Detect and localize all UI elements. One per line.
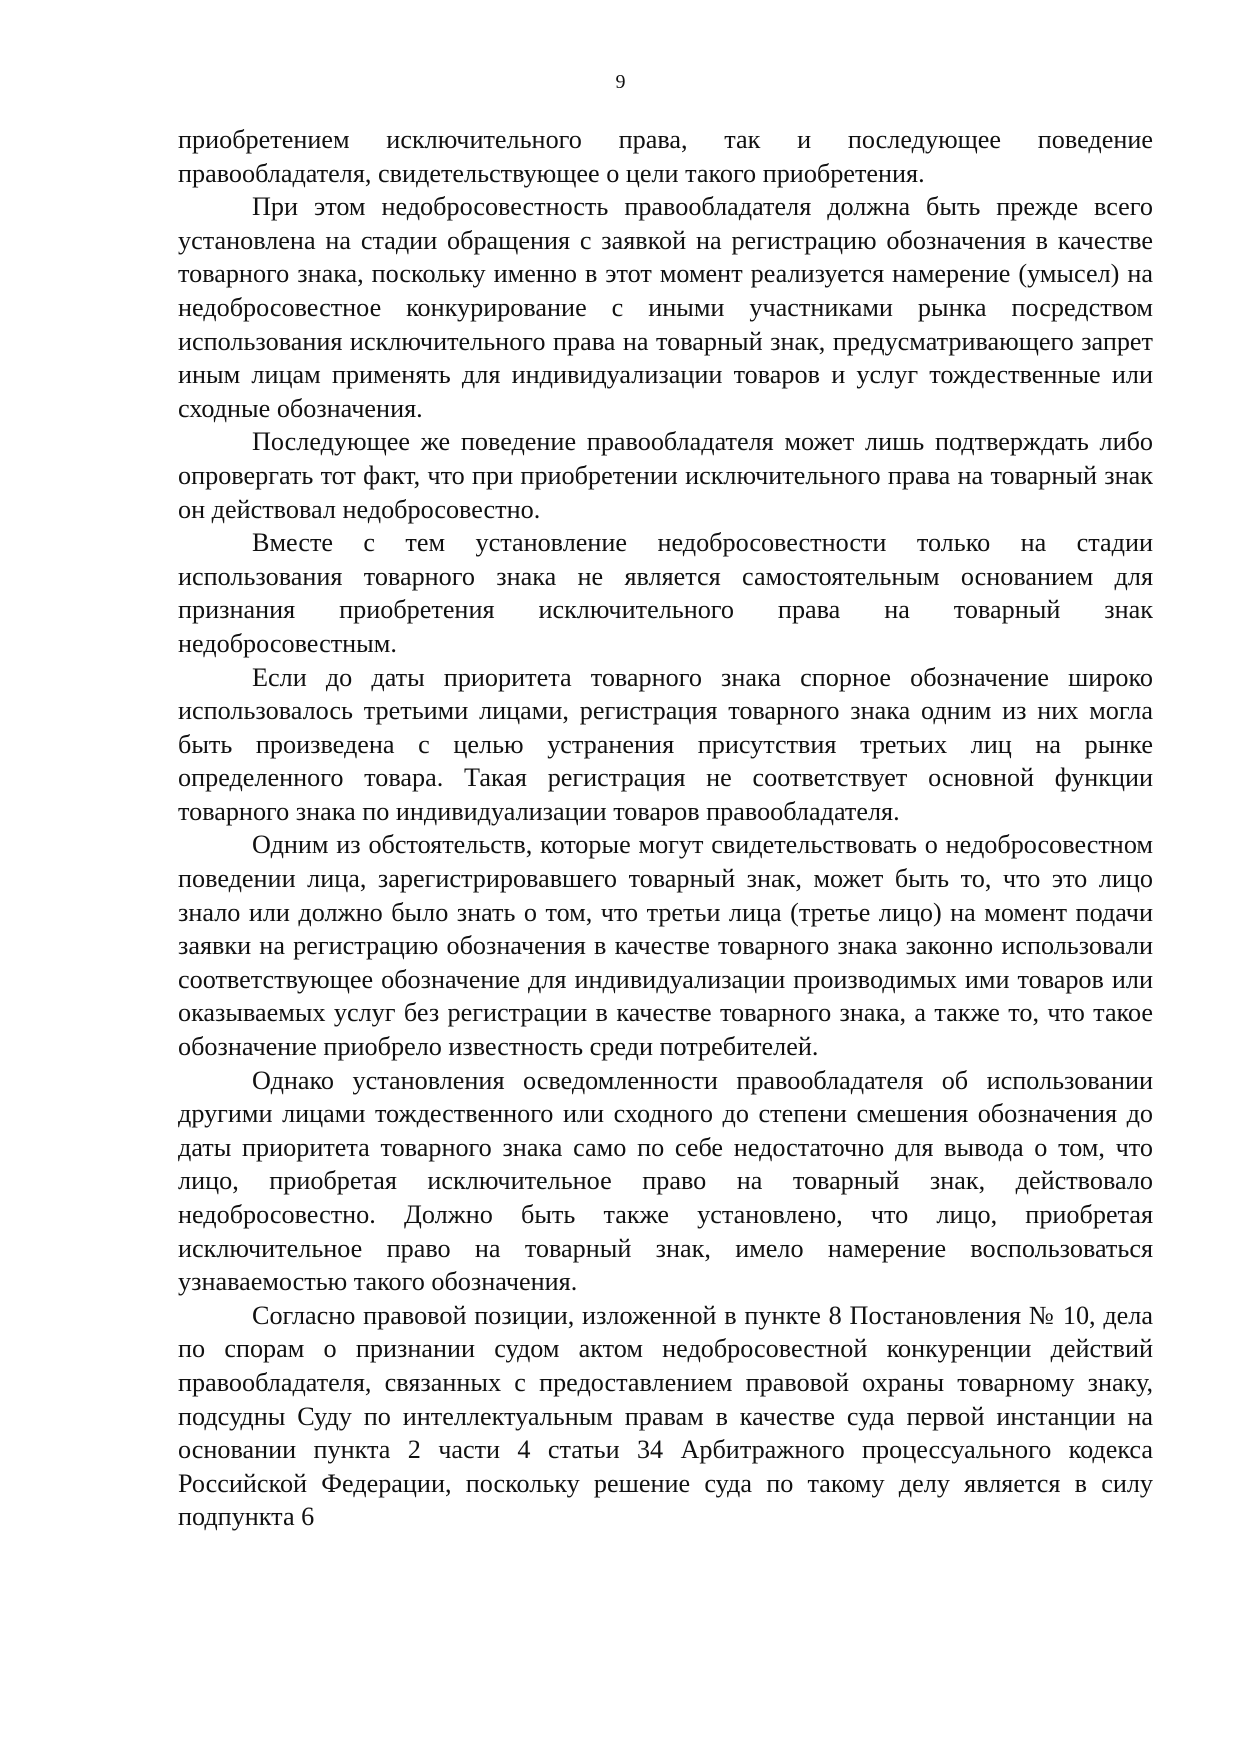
paragraph-circumstances: Одним из обстоятельств, которые могут свидетельствовать о недобросовестном поведении лица, зарегистрировавшего товарный знак, может быть то, что это лицо знало или должно было знать о том, что третьи лица (третье лицо) на момент подачи заявки на регистрацию обозначения в качестве товарного знака законно использовали соответствующее обозначение для индивидуализации производимых ими товаров или оказываемых услуг без регистрации в качестве товарного знака, а также то, что такое обозначение приобрело известность среди потребителей. [178, 830, 1153, 1062]
paragraph-bad-faith-registration-stage: При этом недобросовестность правообладателя должна быть прежде всего установлена на стадии обращения с заявкой на регистрацию обозначения в качестве товарного знака, поскольку именно в этот момент реализуется намерение (умысел) на недобросовестное конкурирование с иными участниками рынка посредством использования исключительного права на товарный знак, предусматривающего запрет иным лицам применять для индивидуализации товаров и услуг тождественные или сходные обозначения. [178, 192, 1153, 423]
paragraph-legal-position: Согласно правовой позиции, изложенной в пункте 8 Постановления № 10, дела по спорам о признании судом актом недобросовестной конкуренции действий правообладателя, связанных с предоставлением правовой охраны товарному знаку, подсудны Суду по интеллектуальным правам в качестве суда первой инстанции на основании пункта 2 части 4 статьи 34 Арбитражного процессуального кодекса Российской Федерации, поскольку решение суда по такому делу является в силу подпункта 6 [178, 1300, 1153, 1532]
page-number: 9 [615, 71, 626, 93]
paragraph-awareness: Однако установления осведомленности правообладателя об использовании другими лицами тождественного или сходного до степени смешения обозначения до даты приоритета товарного знака само по себе недостаточно для вывода о том, что лицо, приобретая исключительное право на товарный знак, действовало недобросовестно. Должно быть также установлено, что лицо, приобретая исключительное право на товарный знак, имело намерение воспользоваться узнаваемостью такого обозначения. [178, 1065, 1153, 1297]
paragraph-third-party-use: Если до даты приоритета товарного знака спорное обозначение широко использовалось третьими лицами, регистрация товарного знака одним из них могла быть произведена с целью устранения присутствия третьих лиц на рынке определенного товара. Такая регистрация не соответствует основной функции товарного знака по индивидуализации товаров правообладателя. [178, 662, 1153, 826]
document-body [178, 123, 1153, 1534]
paragraph-use-stage: Вместе с тем установление недобросовестности только на стадии использования товарного знака не является самостоятельным основанием для признания приобретения исключительного права на товарный знак недобросовестным. [178, 528, 1153, 658]
paragraph-subsequent-behavior: Последующее же поведение правообладателя может лишь подтверждать либо опровергать тот факт, что при приобретении исключительного права на товарный знак он действовал недобросовестно. [178, 427, 1153, 524]
paragraph-continuation: приобретением исключительного права, так и последующее поведение правообладателя, свидетельствующее о цели такого приобретения. [178, 125, 1153, 188]
